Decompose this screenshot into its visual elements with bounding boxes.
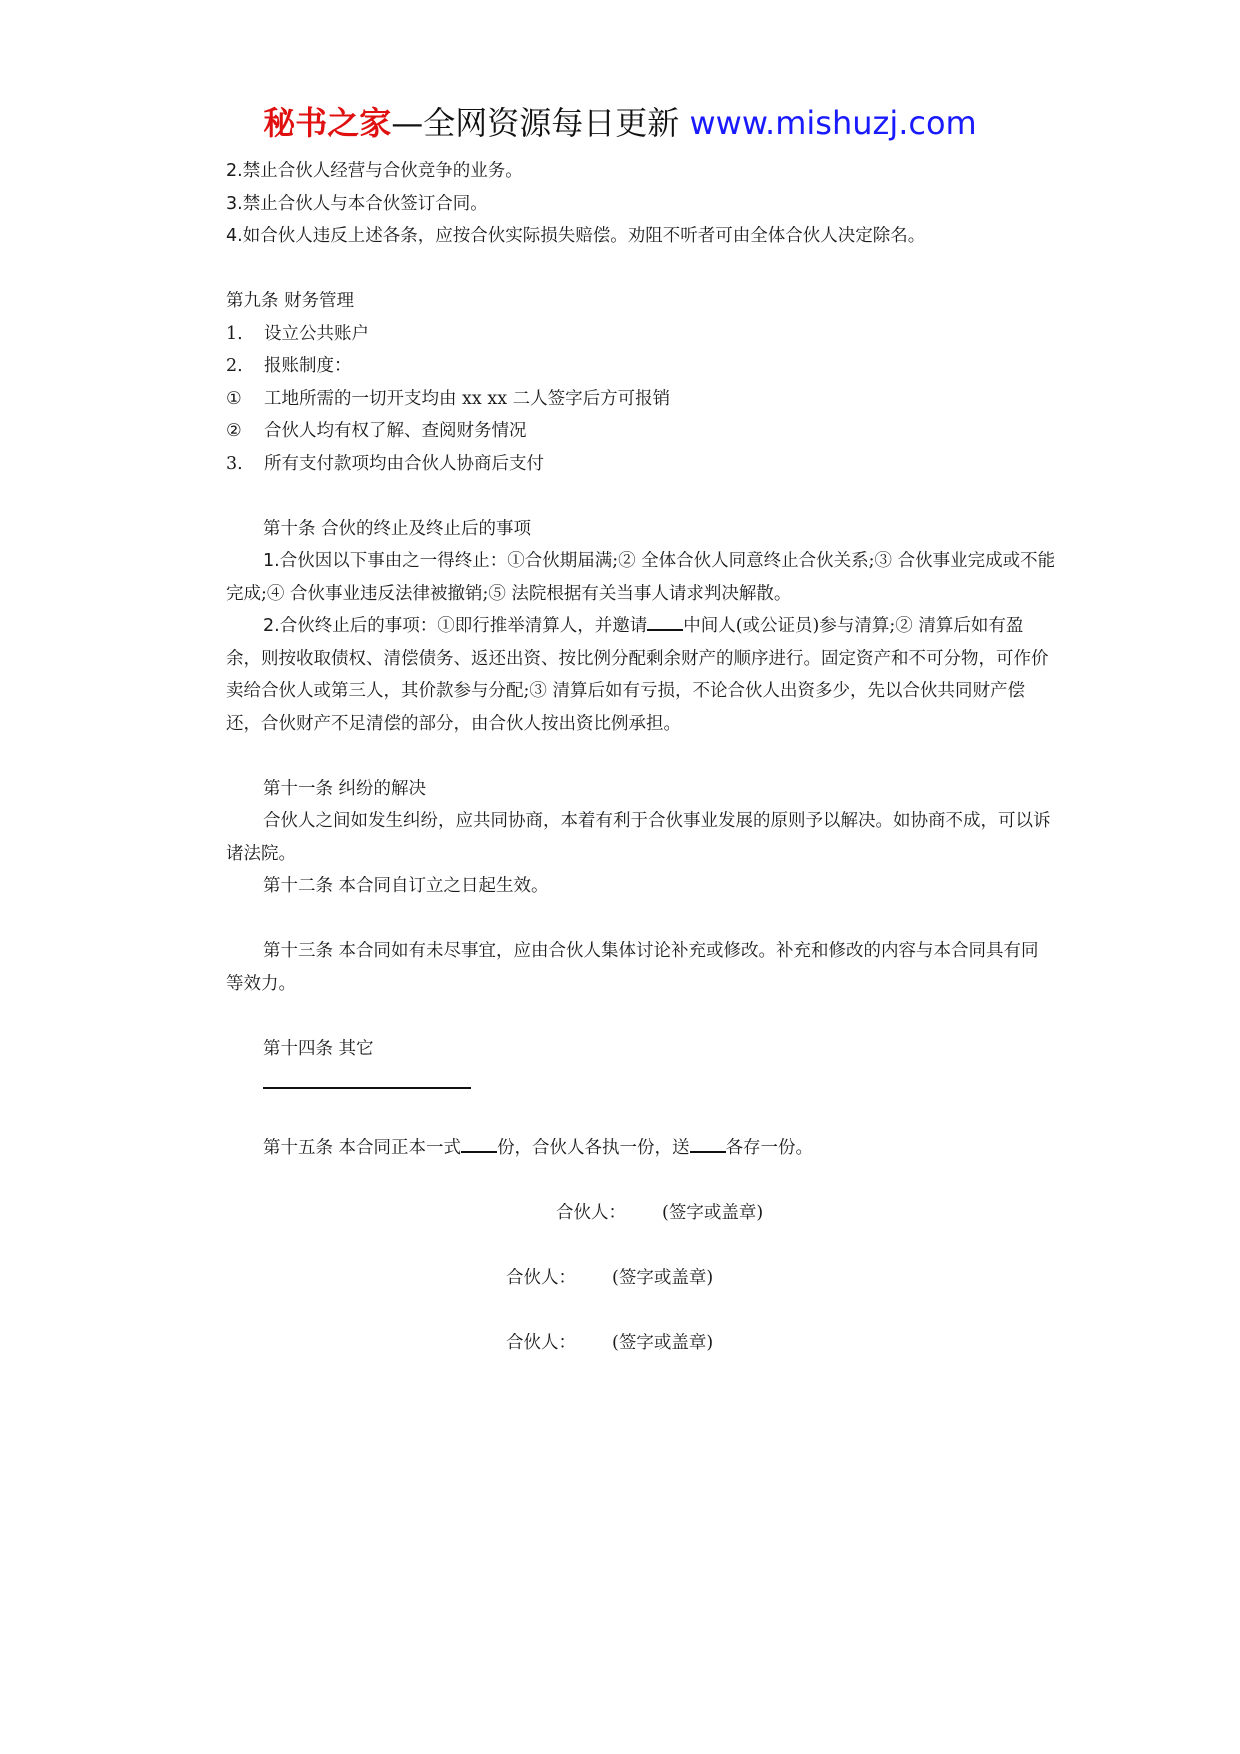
art14-fill-line <box>263 1065 471 1089</box>
art9-item: ② 合伙人均有权了解、查阅财务情况 <box>226 421 527 441</box>
document-body <box>226 155 1056 1360</box>
signature-line-2: 合伙人： (签字或盖章) <box>506 1268 714 1288</box>
art11-title: 第十一条 纠纷的解决 <box>263 778 427 799</box>
fill-blank <box>690 1133 726 1153</box>
art9-item: ① 工地所需的一切开支均由 xx xx 二人签字后方可报销 <box>226 388 671 409</box>
art9-item: 3. 所有支付款项均由合伙人协商后支付 <box>226 453 544 474</box>
art9-item: 2. 报账制度： <box>226 356 352 376</box>
fill-blank <box>461 1133 497 1153</box>
art14-title: 第十四条 其它 <box>263 1038 374 1059</box>
art15-text: 第十五条 本合同正本一式 份，合伙人各执一份，送 各存一份。 <box>226 1132 1056 1165</box>
art9-item: 1. 设立公共账户 <box>226 323 369 344</box>
brand-name: 秘书之家 <box>263 104 392 142</box>
art10-paragraph-2: 2.合伙终止后的事项：①即行推举清算人，并邀请 中间人(或公证员)参与清算;② 清算后如有盈余，则按收取债权、清偿债务、返还出资、按比例分配剩余财产的顺序进行。固定资产和不可分物，可作价卖给合伙人或第三人，其价款参与分配;③ 清算后如有亏损，不论合伙人出资多少，先以合伙共同财产偿还，合伙财产不足清偿的部分，由合伙人按出资比例承担。 <box>226 610 1056 740</box>
fill-blank <box>647 611 683 631</box>
site-header <box>0 100 1240 146</box>
art11-text: 合伙人之间如发生纠纷，应共同协商，本着有利于合伙事业发展的原则予以解决。如协商不成，可以诉诸法院。 <box>226 811 1051 864</box>
art8-item-4: 4.如合伙人违反上述各条，应按合伙实际损失赔偿。劝阻不听者可由全体合伙人决定除名。 <box>226 226 926 246</box>
art12-text: 第十二条 本合同自订立之日起生效。 <box>263 876 549 896</box>
site-url[interactable]: www.mishuzj.com <box>689 104 977 142</box>
art9-title: 第九条 财务管理 <box>226 291 355 311</box>
art8-item-3: 3.禁止合伙人与本合伙签订合同。 <box>226 193 488 214</box>
header-slogan: —全网资源每日更新 <box>391 104 690 142</box>
signature-line-3: 合伙人： (签字或盖章) <box>506 1333 714 1353</box>
art13-text: 第十三条 本合同如有未尽事宜，应由合伙人集体讨论补充或修改。补充和修改的内容与本合同具有同等效力。 <box>226 941 1039 994</box>
art10-title: 第十条 合伙的终止及终止后的事项 <box>263 518 532 539</box>
art8-item-2: 2.禁止合伙人经营与合伙竞争的业务。 <box>226 161 523 181</box>
art10-paragraph-1: 1.合伙因以下事由之一得终止：①合伙期届满;② 全体合伙人同意终止合伙关系;③ 合伙事业完成或不能完成;④ 合伙事业违反法律被撤销;⑤ 法院根据有关当事人请求判决解散。 <box>226 551 1056 604</box>
signature-line-1: 合伙人： (签字或盖章) <box>556 1203 764 1223</box>
